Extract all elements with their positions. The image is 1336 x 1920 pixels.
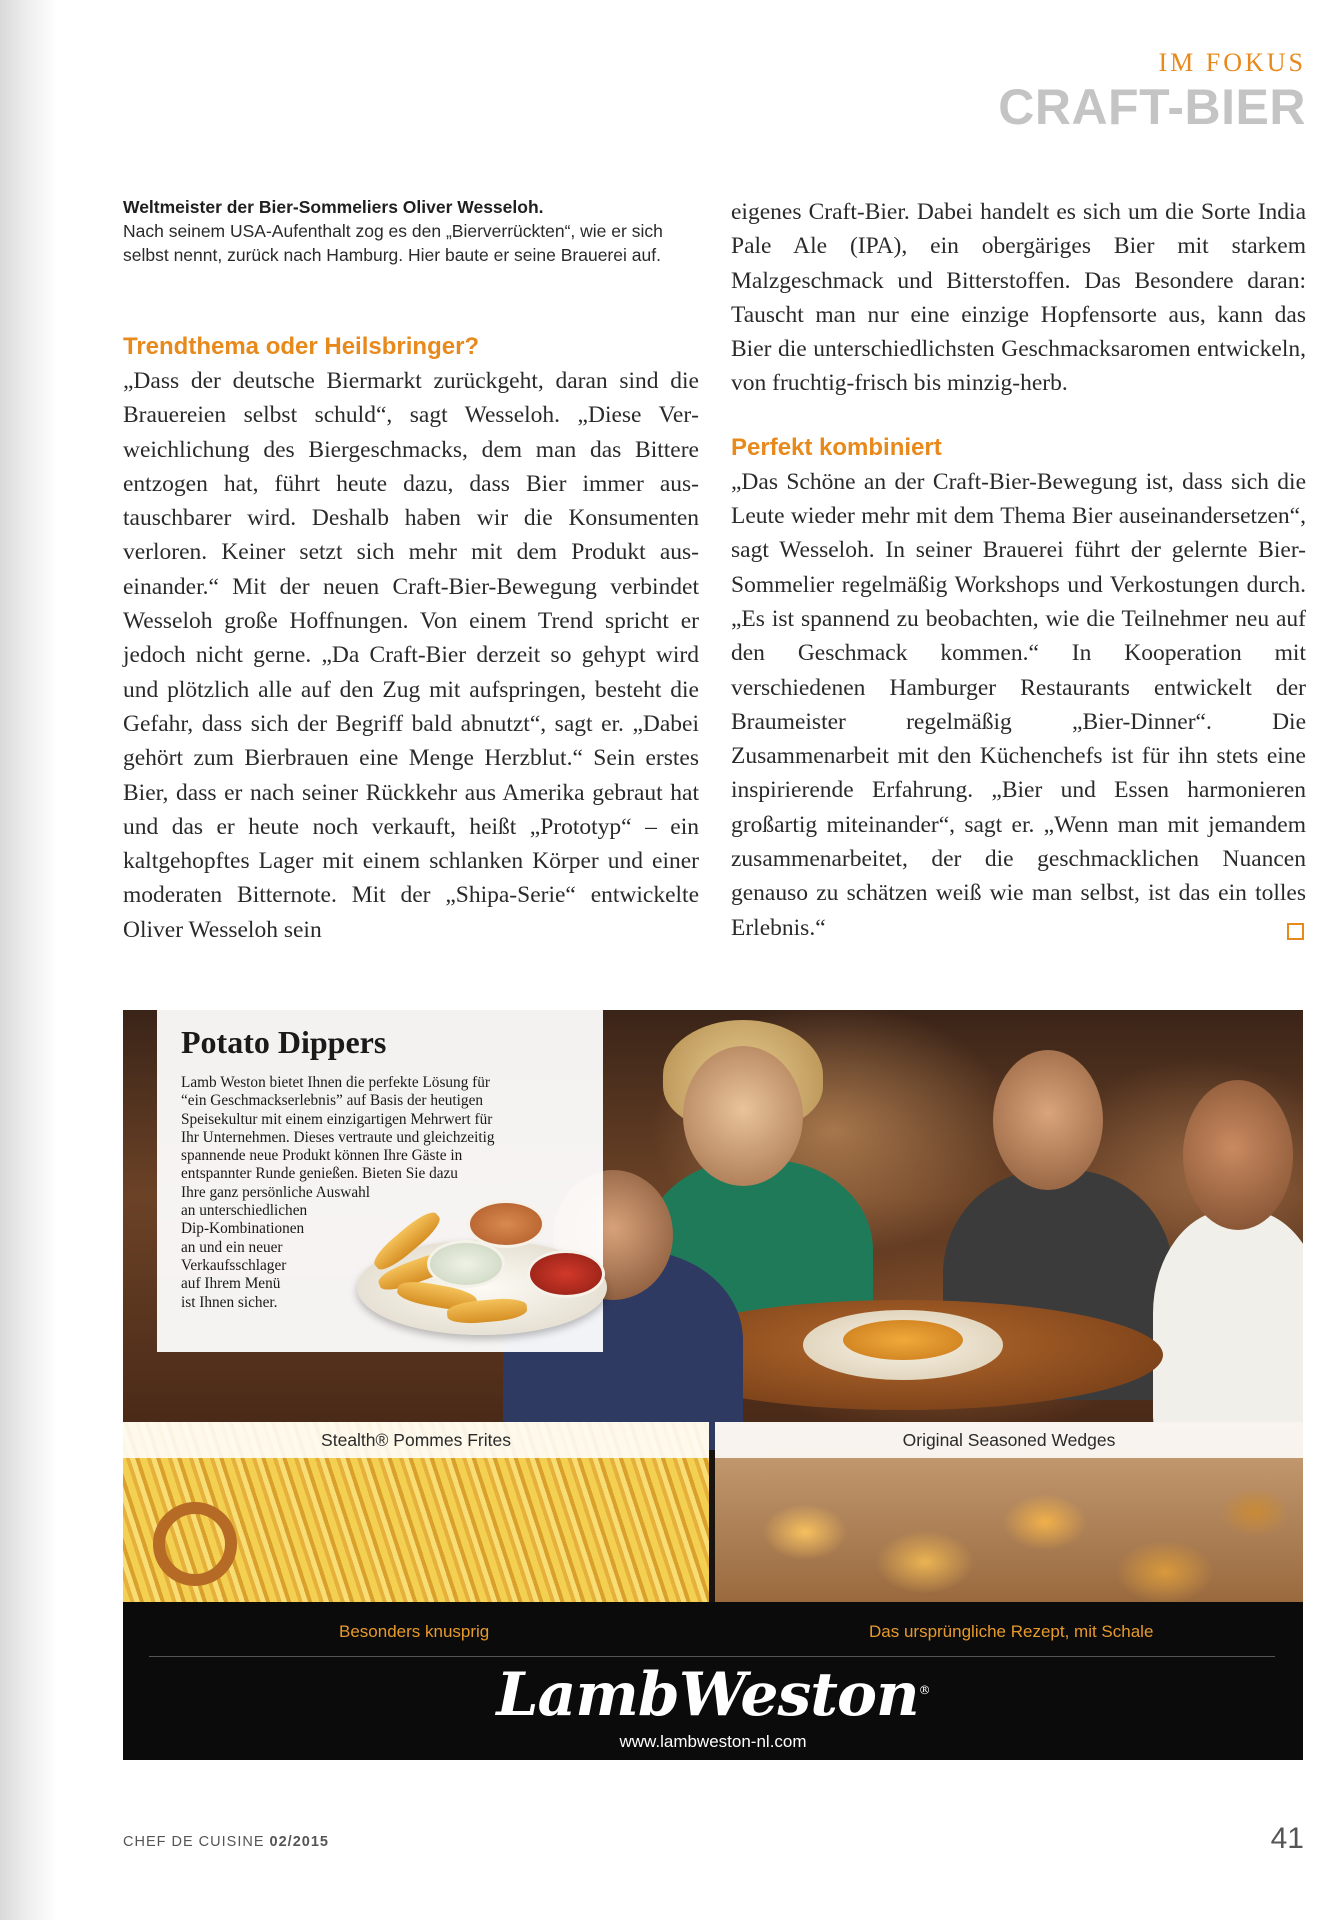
section-title: CRAFT-BIER — [998, 79, 1306, 135]
photo-person — [993, 1050, 1103, 1190]
ad-copy-line: spannende neue Produkt können Ihre Gäste in — [181, 1147, 463, 1165]
dip-bowl — [427, 1240, 505, 1288]
onion-ring — [153, 1502, 237, 1586]
tagline-left: Besonders knusprig — [339, 1622, 490, 1641]
photo-caption-text: Nach seinem USA-Aufenthalt zog es den „Bierverrückten“, wie er sich selbst nennt, zurück nach Hamburg. Hier baute er seine Brauerei auf. — [123, 221, 663, 265]
tagline-right: Das ursprüngliche Rezept, mit Schale — [869, 1622, 1154, 1641]
ad-copy-line: Speisekultur mit einem einzigartigen Mehrwert für — [181, 1110, 493, 1128]
ad-copy-line: Ihr Unternehmen. Dieses vertraute und gleichzeitig — [181, 1128, 495, 1146]
page-number: 41 — [1270, 1822, 1304, 1855]
right-column — [731, 195, 1306, 945]
subheading-perfekt-kombiniert: Perfekt kombiniert — [731, 433, 942, 461]
article-body-right-part1: eigenes Craft-Bier. Dabei handelt es sich um die Sorte India Pale Ale (IPA), ein obergäriges Bier mit starkem Malzgeschmack und Bitterstoffen. Das Besondere daran: Tauscht man nur eine einzige Hopfensorte aus, kann das Bier die unterschiedlichsten Geschmacksaromen entwickeln, von fruchtig-frisch bis minzig-herb. — [731, 199, 1306, 397]
issue-number: 02/2015 — [269, 1834, 329, 1850]
product-label-left: Stealth® Pommes Frites — [123, 1422, 709, 1458]
magazine-folio — [123, 1834, 329, 1850]
ad-copy-line: Dip-Kombinationen — [181, 1220, 305, 1238]
photo-fries — [843, 1320, 963, 1360]
ad-title: Potato Dippers — [181, 1024, 387, 1060]
ad-copy-line: auf Ihrem Menü — [181, 1275, 281, 1293]
lamb-weston-logo — [123, 1660, 1303, 1730]
ad-text-panel — [157, 1010, 603, 1352]
photo-person — [1153, 1210, 1303, 1440]
photo-person — [683, 1046, 803, 1186]
ad-copy-line: “ein Geschmackserlebnis” auf Basis der heutigen — [181, 1092, 484, 1110]
photo-caption-heading: Weltmeister der Bier-Sommeliers Oliver Wesseloh. — [123, 197, 544, 217]
left-column — [123, 195, 699, 947]
article-body-left: „Dass der deutsche Biermarkt zurückgeht, daran sind die Brauereien selbst schuld“, sagt Wesseloh. „Diese Verweichlichung des Biergeschmacks, dem man das Bittere entzogen hat, führt heute dazu, dass Bier immer austauschbarer wird. Deshalb haben wir die Konsumenten verloren. Keiner setzt sich mehr mit dem Produkt auseinander.“ Mit der neuen Craft-Bier-Bewegung verbindet Wesseloh große Hoffnungen. Von einem Trend spricht er jedoch nicht gerne. „Da Craft-Bier derzeit so gehypt wird und plötzlich alle auf den Zug mit aufspringen, besteht die Gefahr, dass sich der Begriff bald abnutzt“, sagt er. „Dabei gehört zum Bierbrauen eine Menge Herzblut.“ Sein erstes Bier, dass er nach seiner Rückkehr aus Amerika gebraut hat und das er heute noch verkauft, heißt „Prototyp“ – ein kaltgehopftes Lager mit einem schlanken Körper und einer moderaten Bitternote. Mit der „Shipa-Serie“ entwickelte Oliver Wesseloh sein — [123, 368, 699, 943]
ad-copy-line: Lamb Weston bietet Ihnen die perfekte Lösung für — [181, 1074, 490, 1091]
ad-hero-photo — [123, 1010, 1303, 1422]
article-body-right-part2 — [731, 465, 1306, 945]
product-image-seasoned-wedges — [715, 1422, 1303, 1602]
section-kicker: IM FOKUS — [1158, 48, 1306, 77]
dip-bowl — [527, 1250, 605, 1298]
logo-text: LambWeston — [496, 1660, 919, 1730]
ad-copy-line: an und ein neuer — [181, 1238, 283, 1256]
article-body-right-part2-text: „Das Schöne an der Craft-Bier-Bewegung ist, dass sich die Leute wieder mehr mit dem Thema Bier auseinandersetzen“, sagt Wesseloh. In seiner Brauerei führt der gelernte Bier-Sommelier regelmäßig Workshops und Verkostungen durch. „Es ist spannend zu beobachten, wie die Teilnehmer neu auf den Geschmack kommen.“ In Kooperation mit verschiedenen Hamburger Restaurants entwickelt der Braumeister regelmäßig „Bier-Dinner“. Die Zusammenarbeit mit den Küchenchefs ist für ihn stets eine inspirierende Erfahrung. „Bier und Essen harmonieren großartig miteinander“, sagt er. „Wenn man mit jemandem zusammenarbeitet, der die geschmacklichen Nuancen genauso zu schätzen weiß wie man selbst, ist das ein tolles Erlebnis.“ — [731, 468, 1306, 941]
potato-dippers-dish-image — [357, 1190, 627, 1340]
lamb-weston-advertisement — [123, 1010, 1303, 1760]
ad-copy-line: ist Ihnen sicher. — [181, 1293, 278, 1311]
ad-copy-line: an unterschiedlichen — [181, 1202, 308, 1220]
registered-mark: ® — [918, 1683, 930, 1697]
end-of-article-icon — [1287, 923, 1304, 940]
magazine-name: CHEF DE CUISINE — [123, 1834, 265, 1850]
ad-copy-line: Verkaufsschlager — [181, 1256, 287, 1274]
ad-copy-line: entspannter Runde genießen. Bieten Sie dazu — [181, 1165, 458, 1183]
ad-website-url[interactable]: www.lambweston-nl.com — [619, 1732, 807, 1751]
product-label-right: Original Seasoned Wedges — [715, 1422, 1303, 1458]
product-image-pommes-frites — [123, 1422, 709, 1602]
ad-footer-bar — [123, 1602, 1303, 1760]
subheading-trendthema: Trendthema oder Heilsbringer? — [123, 333, 480, 360]
photo-person — [1183, 1080, 1293, 1230]
footer-divider — [149, 1656, 1275, 1657]
page-spine-shadow — [0, 0, 58, 1920]
ad-copy-line: Ihre ganz persönliche Auswahl — [181, 1183, 371, 1201]
